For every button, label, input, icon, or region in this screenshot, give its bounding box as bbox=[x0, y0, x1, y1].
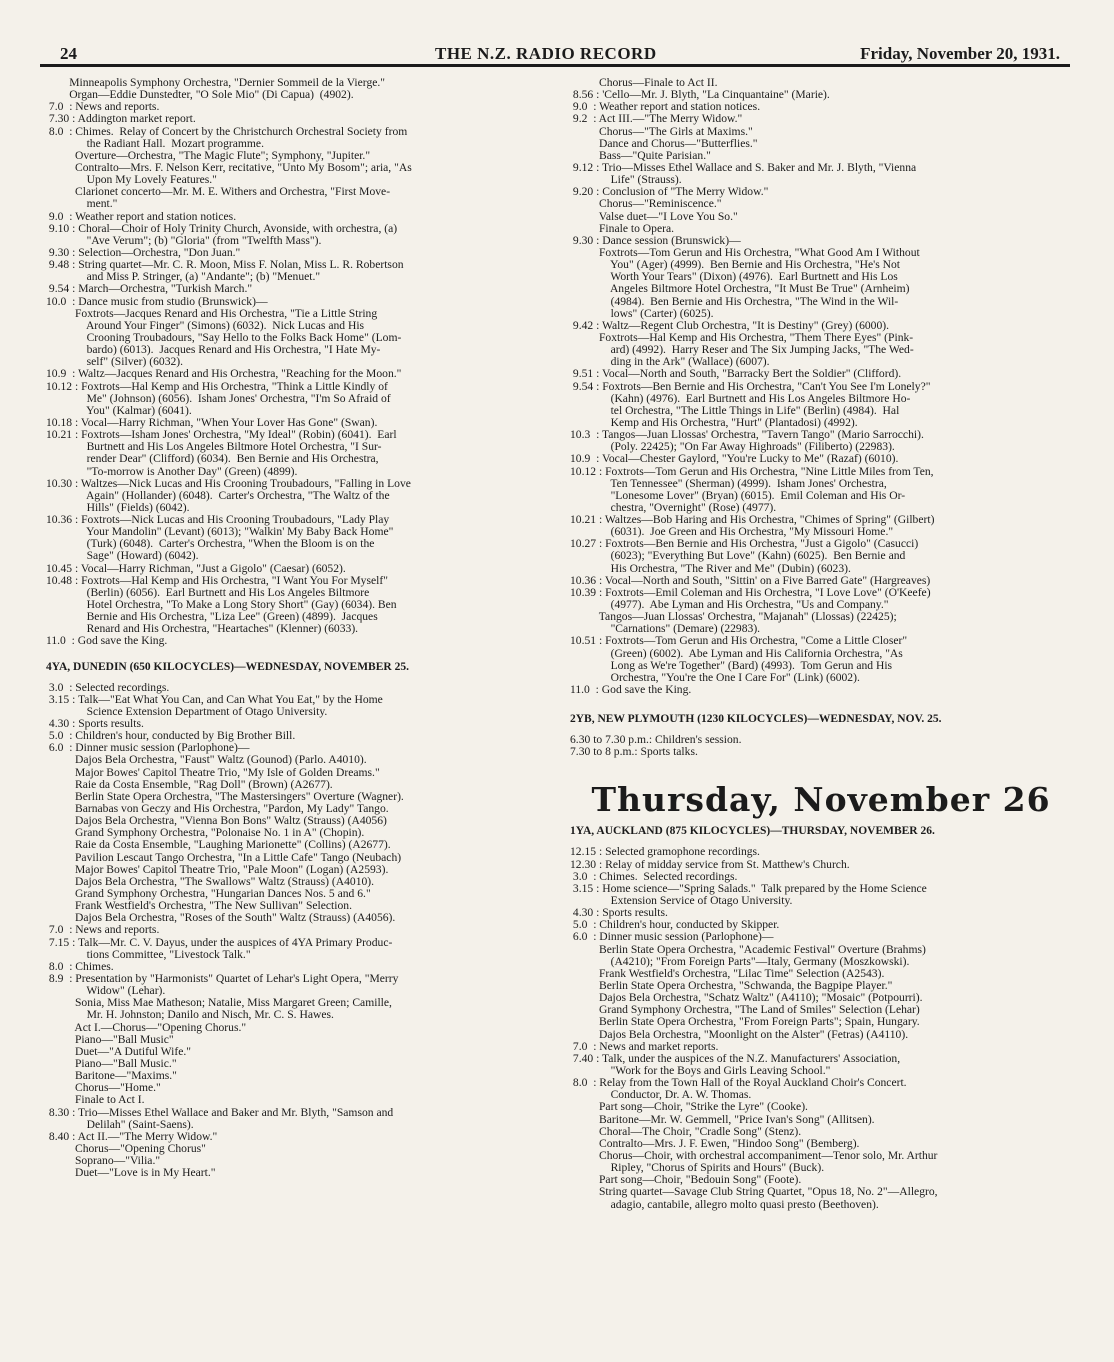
listing-line: lows" (Carter) (6025). bbox=[570, 307, 714, 320]
listing-line: Baritone—Mr. W. Gemmell, "Price Ivan's Song" (Allitsen). bbox=[570, 1113, 875, 1126]
listing-line: (A4210); "From Foreign Parts"—Italy, Germany (Moszkowski). bbox=[570, 955, 910, 968]
listing-line: (Berlin) (6056). Earl Burtnett and His Los Angeles Biltmore bbox=[46, 586, 370, 599]
listing-line: Berlin State Opera Orchestra, "Academic Festival" Overture (Brahms) bbox=[570, 943, 926, 956]
listing-line: Extension Service of Otago University. bbox=[570, 895, 793, 908]
listing-line: 10.39 : Foxtrots—Emil Coleman and His Orchestra, "I Love Love" (O'Keefe) bbox=[570, 586, 931, 599]
listing-line: Chorus—"The Girls at Maxims." bbox=[570, 125, 753, 138]
listing-line: 9.54 : Foxtrots—Ben Bernie and His Orchestra, "Can't You See I'm Lonely?" bbox=[570, 380, 931, 393]
page-number: 24 bbox=[60, 44, 77, 63]
station-heading-2yb: 2YB, NEW PLYMOUTH (1230 KILOCYCLES)—WEDNESDAY, NOV. 25. bbox=[570, 713, 942, 726]
listing-line: String quartet—Savage Club String Quartet, "Opus 18, No. 2"—Allegro, bbox=[570, 1186, 938, 1199]
listing-line: 6.30 to 7.30 p.m.: Children's session. bbox=[570, 734, 742, 747]
listing-line: Sage" (Howard) (6042). bbox=[46, 550, 199, 563]
listing-line: Dance and Chorus—"Butterflies." bbox=[570, 137, 758, 150]
program-block bbox=[570, 846, 1072, 1210]
listing-line: 10.48 : Foxtrots—Hal Kemp and His Orchestra, "I Want You For Myself" bbox=[46, 574, 388, 587]
listing-line: Worth Your Tears" (Dixon) (4976). Earl Burtnett and His Los bbox=[570, 271, 898, 284]
listing-line: Contralto—Mrs. F. Nelson Kerr, recitative, "Unto My Bosom"; aria, "As bbox=[46, 161, 412, 174]
listing-line: "Work for the Boys and Girls Leaving School." bbox=[570, 1064, 831, 1077]
listing-line: ding in the Ark" (Wallace) (6007). bbox=[570, 356, 770, 369]
listing-line: Finale to Opera. bbox=[570, 222, 674, 235]
listing-line: Overture—Orchestra, "The Magic Flute"; Symphony, "Jupiter." bbox=[46, 149, 371, 162]
listing-line: Finale to Act I. bbox=[46, 1094, 145, 1107]
listing-line: 10.36 : Foxtrots—Nick Lucas and His Crooning Troubadours, "Lady Play bbox=[46, 514, 390, 527]
listing-line: render Dear" (Clifford) (6034). Ben Bernie and His Orchestra, bbox=[46, 453, 379, 466]
listing-line: Angeles Biltmore Hotel Orchestra, "It Must Be True" (Arnheim) bbox=[570, 283, 910, 296]
listing-line: 10.36 : Vocal—North and South, "Sittin' on a Five Barred Gate" (Hargreaves) bbox=[570, 574, 931, 587]
listing-line: 10.9 : Vocal—Chester Gaylord, "You're Lucky to Me" (Razaf) (6010). bbox=[570, 453, 899, 466]
listing-line: Grand Symphony Orchestra, "Hungarian Dances Nos. 5 and 6." bbox=[46, 888, 371, 900]
listing-line: bardo) (6013). Jacques Renard and His Orchestra, "I Hate My- bbox=[46, 344, 381, 357]
listing-line: Soprano—"Vilia." bbox=[46, 1155, 161, 1168]
listing-line: Frank Westfield's Orchestra, "Lilac Time" Selection (A2543). bbox=[570, 967, 885, 980]
listing-line: Pavilion Lescaut Tango Orchestra, "In a Little Cafe" Tango (Neubach) bbox=[46, 851, 402, 864]
listing-line: Raie da Costa Ensemble, "Laughing Marionette" (Collins) (A2677). bbox=[46, 839, 391, 852]
listing-line: (Green) (6002). Abe Lyman and His California Orchestra, "As bbox=[570, 647, 903, 660]
listing-line: 9.48 : String quartet—Mr. C. R. Moon, Miss F. Nolan, Miss L. R. Robertson bbox=[46, 259, 404, 272]
listing-line: ment." bbox=[46, 198, 118, 211]
listing-line: chestra, "Overnight" (Rose) (4977). bbox=[570, 501, 777, 514]
listing-line: You" (Ager) (4999). Ben Bernie and His Orchestra, "He's Not bbox=[570, 259, 901, 272]
listing-line: Hotel Orchestra, "To Make a Long Story Short" (Gay) (6034). Ben bbox=[46, 599, 397, 612]
listing-line: Foxtrots—Jacques Renard and His Orchestra, "Tie a Little String bbox=[46, 307, 378, 320]
listing-line: Me" (Johnson) (6056). Isham Jones' Orchestra, "I'm So Afraid of bbox=[46, 392, 391, 405]
listing-line: Grand Symphony Orchestra, "Polonaise No. 1 in A" (Chopin). bbox=[46, 827, 365, 840]
listing-line: Frank Westfield's Orchestra, "The New Sullivan" Selection. bbox=[46, 900, 352, 913]
listing-line: 9.42 : Waltz—Regent Club Orchestra, "It is Destiny" (Grey) (6000). bbox=[570, 319, 890, 332]
listing-line: 10.12 : Foxtrots—Tom Gerun and His Orchestra, "Nine Little Miles from Ten, bbox=[570, 465, 934, 478]
listing-line: 7.0 : News and reports. bbox=[46, 101, 160, 114]
listing-line: "Lonesome Lover" (Bryan) (6015). Emil Coleman and His Or- bbox=[570, 489, 906, 502]
listing-line: Long as We're Together" (Bard) (4993). Tom Gerun and His bbox=[570, 659, 893, 672]
listing-line: You" (Kalmar) (6041). bbox=[46, 404, 192, 417]
program-block bbox=[46, 682, 546, 1180]
listing-line: (Poly. 22425); "On Far Away Highroads" (Filiberto) (22983). bbox=[570, 441, 895, 454]
listing-line: 10.18 : Vocal—Harry Richman, "When Your Lover Has Gone" (Swan). bbox=[46, 416, 378, 429]
listing-line: 9.0 : Weather report and station notices. bbox=[570, 101, 761, 114]
listing-line: 10.51 : Foxtrots—Tom Gerun and His Orchestra, "Come a Little Closer" bbox=[570, 635, 908, 648]
program-block bbox=[46, 77, 546, 648]
listing-line: 7.0 : News and market reports. bbox=[570, 1040, 719, 1053]
listing-line: 4.30 : Sports results. bbox=[570, 907, 668, 920]
listing-line: "To-morrow is Another Day" (Green) (4899). bbox=[46, 465, 298, 478]
listing-line: (6023); "Everything But Love" (Kahn) (6025). Ben Bernie and bbox=[570, 550, 906, 563]
listing-line: Renard and His Orchestra, "Heartaches" (Klenner) (6033). bbox=[46, 623, 359, 636]
listing-line: 7.40 : Talk, under the auspices of the N.Z. Manufacturers' Association, bbox=[570, 1052, 901, 1065]
listing-line: 10.27 : Foxtrots—Ben Bernie and His Orchestra, "Just a Gigolo" (Casucci) bbox=[570, 538, 919, 551]
listing-line: Hills" (Fields) (6042). bbox=[46, 501, 190, 514]
listing-line: Sonia, Miss Mae Matheson; Natalie, Miss Margaret Green; Camille, bbox=[46, 997, 392, 1010]
listing-line: 9.20 : Conclusion of "The Merry Widow." bbox=[570, 186, 769, 199]
listing-line: 10.21 : Foxtrots—Isham Jones' Orchestra, "My Ideal" (Robin) (6041). Earl bbox=[46, 429, 397, 442]
listing-line: 7.30 to 8 p.m.: Sports talks. bbox=[570, 746, 698, 759]
listing-line: Dajos Bela Orchestra, "Vienna Bon Bons" Waltz (Strauss) (A4056) bbox=[46, 815, 387, 828]
listing-line: Clarionet concerto—Mr. M. E. Withers and Orchestra, "First Move- bbox=[46, 186, 391, 199]
listing-line: 10.21 : Waltzes—Bob Haring and His Orchestra, "Chimes of Spring" (Gilbert) bbox=[570, 514, 935, 527]
listing-line: Science Extension Department of Otago University. bbox=[46, 705, 328, 718]
listing-line: 8.0 : Relay from the Town Hall of the Royal Auckland Choir's Concert. bbox=[570, 1077, 907, 1090]
listing-line: Major Bowes' Capitol Theatre Trio, "My Isle of Golden Dreams." bbox=[46, 766, 380, 779]
listing-line: 3.0 : Chimes. Selected recordings. bbox=[570, 870, 738, 883]
listing-line: Chorus—Finale to Act II. bbox=[570, 77, 718, 89]
listing-line: Crooning Troubadours, "Say Hello to the Folks Back Home" (Lom- bbox=[46, 331, 402, 344]
listing-line: Widow" (Lehar). bbox=[46, 985, 166, 998]
listing-line: 11.0 : God save the King. bbox=[570, 684, 692, 697]
listing-line: Conductor, Dr. A. W. Thomas. bbox=[570, 1089, 752, 1102]
listing-line: 10.12 : Foxtrots—Hal Kemp and His Orchestra, "Think a Little Kindly of bbox=[46, 380, 388, 393]
listing-line: Ripley, "Chorus of Spirits and Hours" (Buck). bbox=[570, 1162, 825, 1175]
program-block bbox=[570, 734, 1072, 758]
publication-title: THE N.Z. RADIO RECORD bbox=[435, 44, 657, 63]
listing-line: 9.30 : Dance session (Brunswick)— bbox=[570, 234, 741, 247]
listing-line: "Ave Verum"; (b) "Gloria" (from "Twelfth Mass"). bbox=[46, 234, 322, 247]
listing-line: 9.0 : Weather report and station notices. bbox=[46, 210, 237, 223]
listing-line: Berlin State Opera Orchestra, "Schwanda, the Bagpipe Player." bbox=[570, 980, 893, 992]
listing-line: Tangos—Juan Llossas' Orchestra, "Majanah" (Llossas) (22425); bbox=[570, 611, 897, 624]
listing-line: Burtnett and His Los Angeles Biltmore Hotel Orchestra, "I Sur- bbox=[46, 441, 382, 454]
listing-line: Grand Symphony Orchestra, "The Land of Smiles" Selection (Lehar) bbox=[570, 1004, 920, 1017]
listing-line: Dajos Bela Orchestra, "Faust" Waltz (Gounod) (Parlo. A4010). bbox=[46, 754, 367, 767]
listing-line: (Kahn) (4976). Earl Burtnett and His Los Angeles Biltmore Ho- bbox=[570, 392, 911, 405]
listing-line: Chorus—Choir, with orchestral accompaniment—Tenor solo, Mr. Arthur bbox=[570, 1149, 938, 1162]
listing-line: Choral—The Choir, "Cradle Song" (Stenz). bbox=[570, 1125, 802, 1138]
listing-line: Orchestra, "You're the One I Care For" (Link) (6002). bbox=[570, 671, 860, 684]
day-heading: Thursday, November 26 bbox=[591, 780, 1051, 820]
listing-line: 8.0 : Chimes. Relay of Concert by the Christchurch Orchestral Society from bbox=[46, 125, 408, 138]
listing-line: 9.51 : Vocal—North and South, "Barracky Bert the Soldier" (Clifford). bbox=[570, 368, 902, 381]
station-heading-4ya: 4YA, DUNEDIN (650 KILOCYCLES)—WEDNESDAY, NOVEMBER 25. bbox=[46, 660, 409, 673]
listing-line: Chorus—"Opening Chorus" bbox=[46, 1142, 206, 1155]
listing-line: 10.45 : Vocal—Harry Richman, "Just a Gigolo" (Caesar) (6052). bbox=[46, 562, 346, 575]
station-heading-1ya: 1YA, AUCKLAND (875 KILOCYCLES)—THURSDAY, NOVEMBER 26. bbox=[570, 825, 935, 838]
left-column bbox=[46, 77, 546, 1179]
listing-line: 8.56 : 'Cello—Mr. J. Blyth, "La Cinquantaine" (Marie). bbox=[570, 89, 830, 102]
listing-line: Major Bowes' Capitol Theatre Trio, "Pale Moon" (Logan) (A2593). bbox=[46, 863, 389, 876]
listing-line: 8.0 : Chimes. bbox=[46, 960, 114, 973]
listing-line: (4984). Ben Bernie and His Orchestra, "The Wind in the Wil- bbox=[570, 295, 899, 308]
listing-line: 8.40 : Act II.—"The Merry Widow." bbox=[46, 1130, 218, 1143]
listing-line: tions Committee, "Livestock Talk." bbox=[46, 948, 251, 961]
listing-line: 12.15 : Selected gramophone recordings. bbox=[570, 846, 760, 859]
listing-line: Again" (Hollander) (6048). Carter's Orchestra, "The Waltz of the bbox=[46, 489, 390, 502]
listing-line: Baritone—"Maxims." bbox=[46, 1070, 177, 1083]
listing-line: 10.9 : Waltz—Jacques Renard and His Orchestra, "Reaching for the Moon." bbox=[46, 368, 402, 381]
listing-line: tel Orchestra, "The Little Things in Life" (Berlin) (4984). Hal bbox=[570, 404, 900, 417]
listing-line: Organ—Eddie Dunstedter, "O Sole Mio" (Di Capua) (4902). bbox=[46, 89, 354, 102]
listing-line: Foxtrots—Hal Kemp and His Orchestra, "Them There Eyes" (Pink- bbox=[570, 331, 914, 344]
listing-line: (6031). Joe Green and His Orchestra, "My Missouri Home." bbox=[570, 526, 894, 539]
issue-date: Friday, November 20, 1931. bbox=[860, 44, 1060, 63]
listing-line: Raie da Costa Ensemble, "Rag Doll" (Brown) (A2677). bbox=[46, 778, 333, 791]
page-header bbox=[40, 38, 1070, 67]
listing-line: the Radiant Hall. Mozart programme. bbox=[46, 137, 264, 150]
listing-line: 7.0 : News and reports. bbox=[46, 924, 160, 937]
listing-line: Chorus—"Home." bbox=[46, 1082, 161, 1095]
listing-line: Valse duet—"I Love You So." bbox=[570, 210, 738, 223]
listing-line: "Carnations" (Demare) (22983). bbox=[570, 623, 761, 636]
listing-line: Minneapolis Symphony Orchestra, "Dernier Sommeil de la Vierge." bbox=[46, 77, 386, 89]
listing-line: Dajos Bela Orchestra, "Moonlight on the Alster" (Fetras) (A4110). bbox=[570, 1028, 909, 1041]
program-block bbox=[570, 77, 1072, 696]
listing-line: 3.15 : Talk—"Eat What You Can, and Can What You Eat," by the Home bbox=[46, 693, 383, 706]
listing-line: 10.3 : Tangos—Juan Llossas' Orchestra, "Tavern Tango" (Mario Sarrocchi). bbox=[570, 429, 924, 442]
listing-line: Contralto—Mrs. J. F. Ewen, "Hindoo Song" (Bemberg). bbox=[570, 1137, 860, 1150]
listing-line: Berlin State Opera Orchestra, "From Foreign Parts"; Spain, Hungary. bbox=[570, 1016, 920, 1029]
listing-line: Piano—"Ball Music" bbox=[46, 1033, 174, 1046]
listing-line: Mr. H. Johnston; Danilo and Nisch, Mr. C. S. Hawes. bbox=[46, 1009, 334, 1022]
listing-line: Bernie and His Orchestra, "Liza Lee" (Green) (4899). Jacques bbox=[46, 611, 378, 624]
listing-line: Dajos Bela Orchestra, "Roses of the South" Waltz (Strauss) (A4056). bbox=[46, 912, 396, 925]
listing-line: 5.0 : Children's hour, conducted by Big Brother Bill. bbox=[46, 730, 296, 743]
listing-line: 10.0 : Dance music from studio (Brunswick)— bbox=[46, 295, 268, 308]
listing-line: Duet—"Love is in My Heart." bbox=[46, 1167, 216, 1180]
listing-line: and Miss P. Stringer, (a) "Andante"; (b) "Menuet." bbox=[46, 271, 321, 284]
listing-line: Piano—"Ball Music." bbox=[46, 1057, 177, 1070]
listing-line: 9.12 : Trio—Misses Ethel Wallace and S. Baker and Mr. J. Blyth, "Vienna bbox=[570, 161, 917, 174]
listing-line: Barnabas von Geczy and His Orchestra, "Pardon, My Lady" Tango. bbox=[46, 803, 389, 816]
listing-line: Bass—"Quite Parisian." bbox=[570, 149, 711, 162]
listing-line: 4.30 : Sports results. bbox=[46, 718, 144, 731]
listing-line: Ten Tennessee" (Sherman) (4999). Isham Jones' Orchestra, bbox=[570, 477, 887, 490]
listing-line: His Orchestra, "The River and Me" (Dubin) (6023). bbox=[570, 562, 851, 575]
listing-line: Foxtrots—Tom Gerun and His Orchestra, "What Good Am I Without bbox=[570, 246, 920, 259]
columns bbox=[40, 67, 1070, 1357]
listing-line: self" (Silver) (6032). bbox=[46, 356, 184, 369]
listing-line: Part song—Choir, "Strike the Lyre" (Cooke). bbox=[570, 1101, 808, 1114]
listing-line: 8.30 : Trio—Misses Ethel Wallace and Baker and Mr. Blyth, "Samson and bbox=[46, 1106, 394, 1119]
listing-line: 12.30 : Relay of midday service from St. Matthew's Church. bbox=[570, 858, 850, 871]
listing-line: (Turk) (6048). Carter's Orchestra, "When the Bloom is on the bbox=[46, 538, 375, 551]
listing-line: Your Mandolin" (Levant) (6013); "Walkin' My Baby Back Home" bbox=[46, 526, 394, 539]
listing-line: Upon My Lovely Features." bbox=[46, 174, 217, 187]
listing-line: Kemp and His Orchestra, "Hurt" (Plantadosi) (4992). bbox=[570, 416, 858, 429]
listing-line: 7.30 : Addington market report. bbox=[46, 113, 196, 126]
listing-line: 6.0 : Dinner music session (Parlophone)— bbox=[570, 931, 774, 944]
listing-line: Dajos Bela Orchestra, "The Swallows" Waltz (Strauss) (A4010). bbox=[46, 875, 375, 888]
listing-line: 3.0 : Selected recordings. bbox=[46, 681, 170, 694]
listing-line: 11.0 : God save the King. bbox=[46, 635, 168, 648]
listing-line: 6.0 : Dinner music session (Parlophone)— bbox=[46, 742, 250, 755]
listing-line: Duet—"A Dutiful Wife." bbox=[46, 1045, 191, 1058]
listing-line: (4977). Abe Lyman and His Orchestra, "Us and Company." bbox=[570, 599, 889, 612]
listing-line: 9.2 : Act III.—"The Merry Widow." bbox=[570, 113, 743, 126]
listing-line: Around Your Finger" (Simons) (6032). Nick Lucas and His bbox=[46, 319, 365, 332]
listing-line: Delilah" (Saint-Saens). bbox=[46, 1118, 194, 1131]
listing-line: 8.9 : Presentation by "Harmonists" Quartet of Lehar's Light Opera, "Merry bbox=[46, 972, 399, 985]
listing-line: Act I.—Chorus—"Opening Chorus." bbox=[46, 1021, 247, 1034]
listing-line: adagio, cantabile, allegro molto quasi presto (Beethoven). bbox=[570, 1198, 879, 1211]
listing-line: 9.10 : Choral—Choir of Holy Trinity Church, Avonside, with orchestra, (a) bbox=[46, 222, 398, 235]
right-column bbox=[570, 77, 1072, 1211]
listing-line: Dajos Bela Orchestra, "Schatz Waltz" (A4110); "Mosaic" (Potpourri). bbox=[570, 992, 923, 1005]
listing-line: 9.54 : March—Orchestra, "Turkish March." bbox=[46, 283, 253, 296]
listing-line: 10.30 : Waltzes—Nick Lucas and His Crooning Troubadours, "Falling in Love bbox=[46, 477, 411, 490]
listing-line: 3.15 : Home science—"Spring Salads." Talk prepared by the Home Science bbox=[570, 882, 927, 895]
listing-line: 9.30 : Selection—Orchestra, "Don Juan." bbox=[46, 246, 241, 259]
listing-line: Life" (Strauss). bbox=[570, 174, 682, 187]
listing-line: Chorus—"Reminiscence." bbox=[570, 198, 722, 211]
listing-line: 5.0 : Children's hour, conducted by Skipper. bbox=[570, 919, 780, 932]
listing-line: ard) (4992). Harry Reser and The Six Jumping Jacks, "The Wed- bbox=[570, 344, 914, 357]
listing-line: Part song—Choir, "Bedouin Song" (Foote). bbox=[570, 1174, 802, 1187]
listing-line: 7.15 : Talk—Mr. C. V. Dayus, under the auspices of 4YA Primary Produc- bbox=[46, 936, 393, 949]
listing-line: Berlin State Opera Orchestra, "The Mastersingers" Overture (Wagner). bbox=[46, 790, 404, 803]
